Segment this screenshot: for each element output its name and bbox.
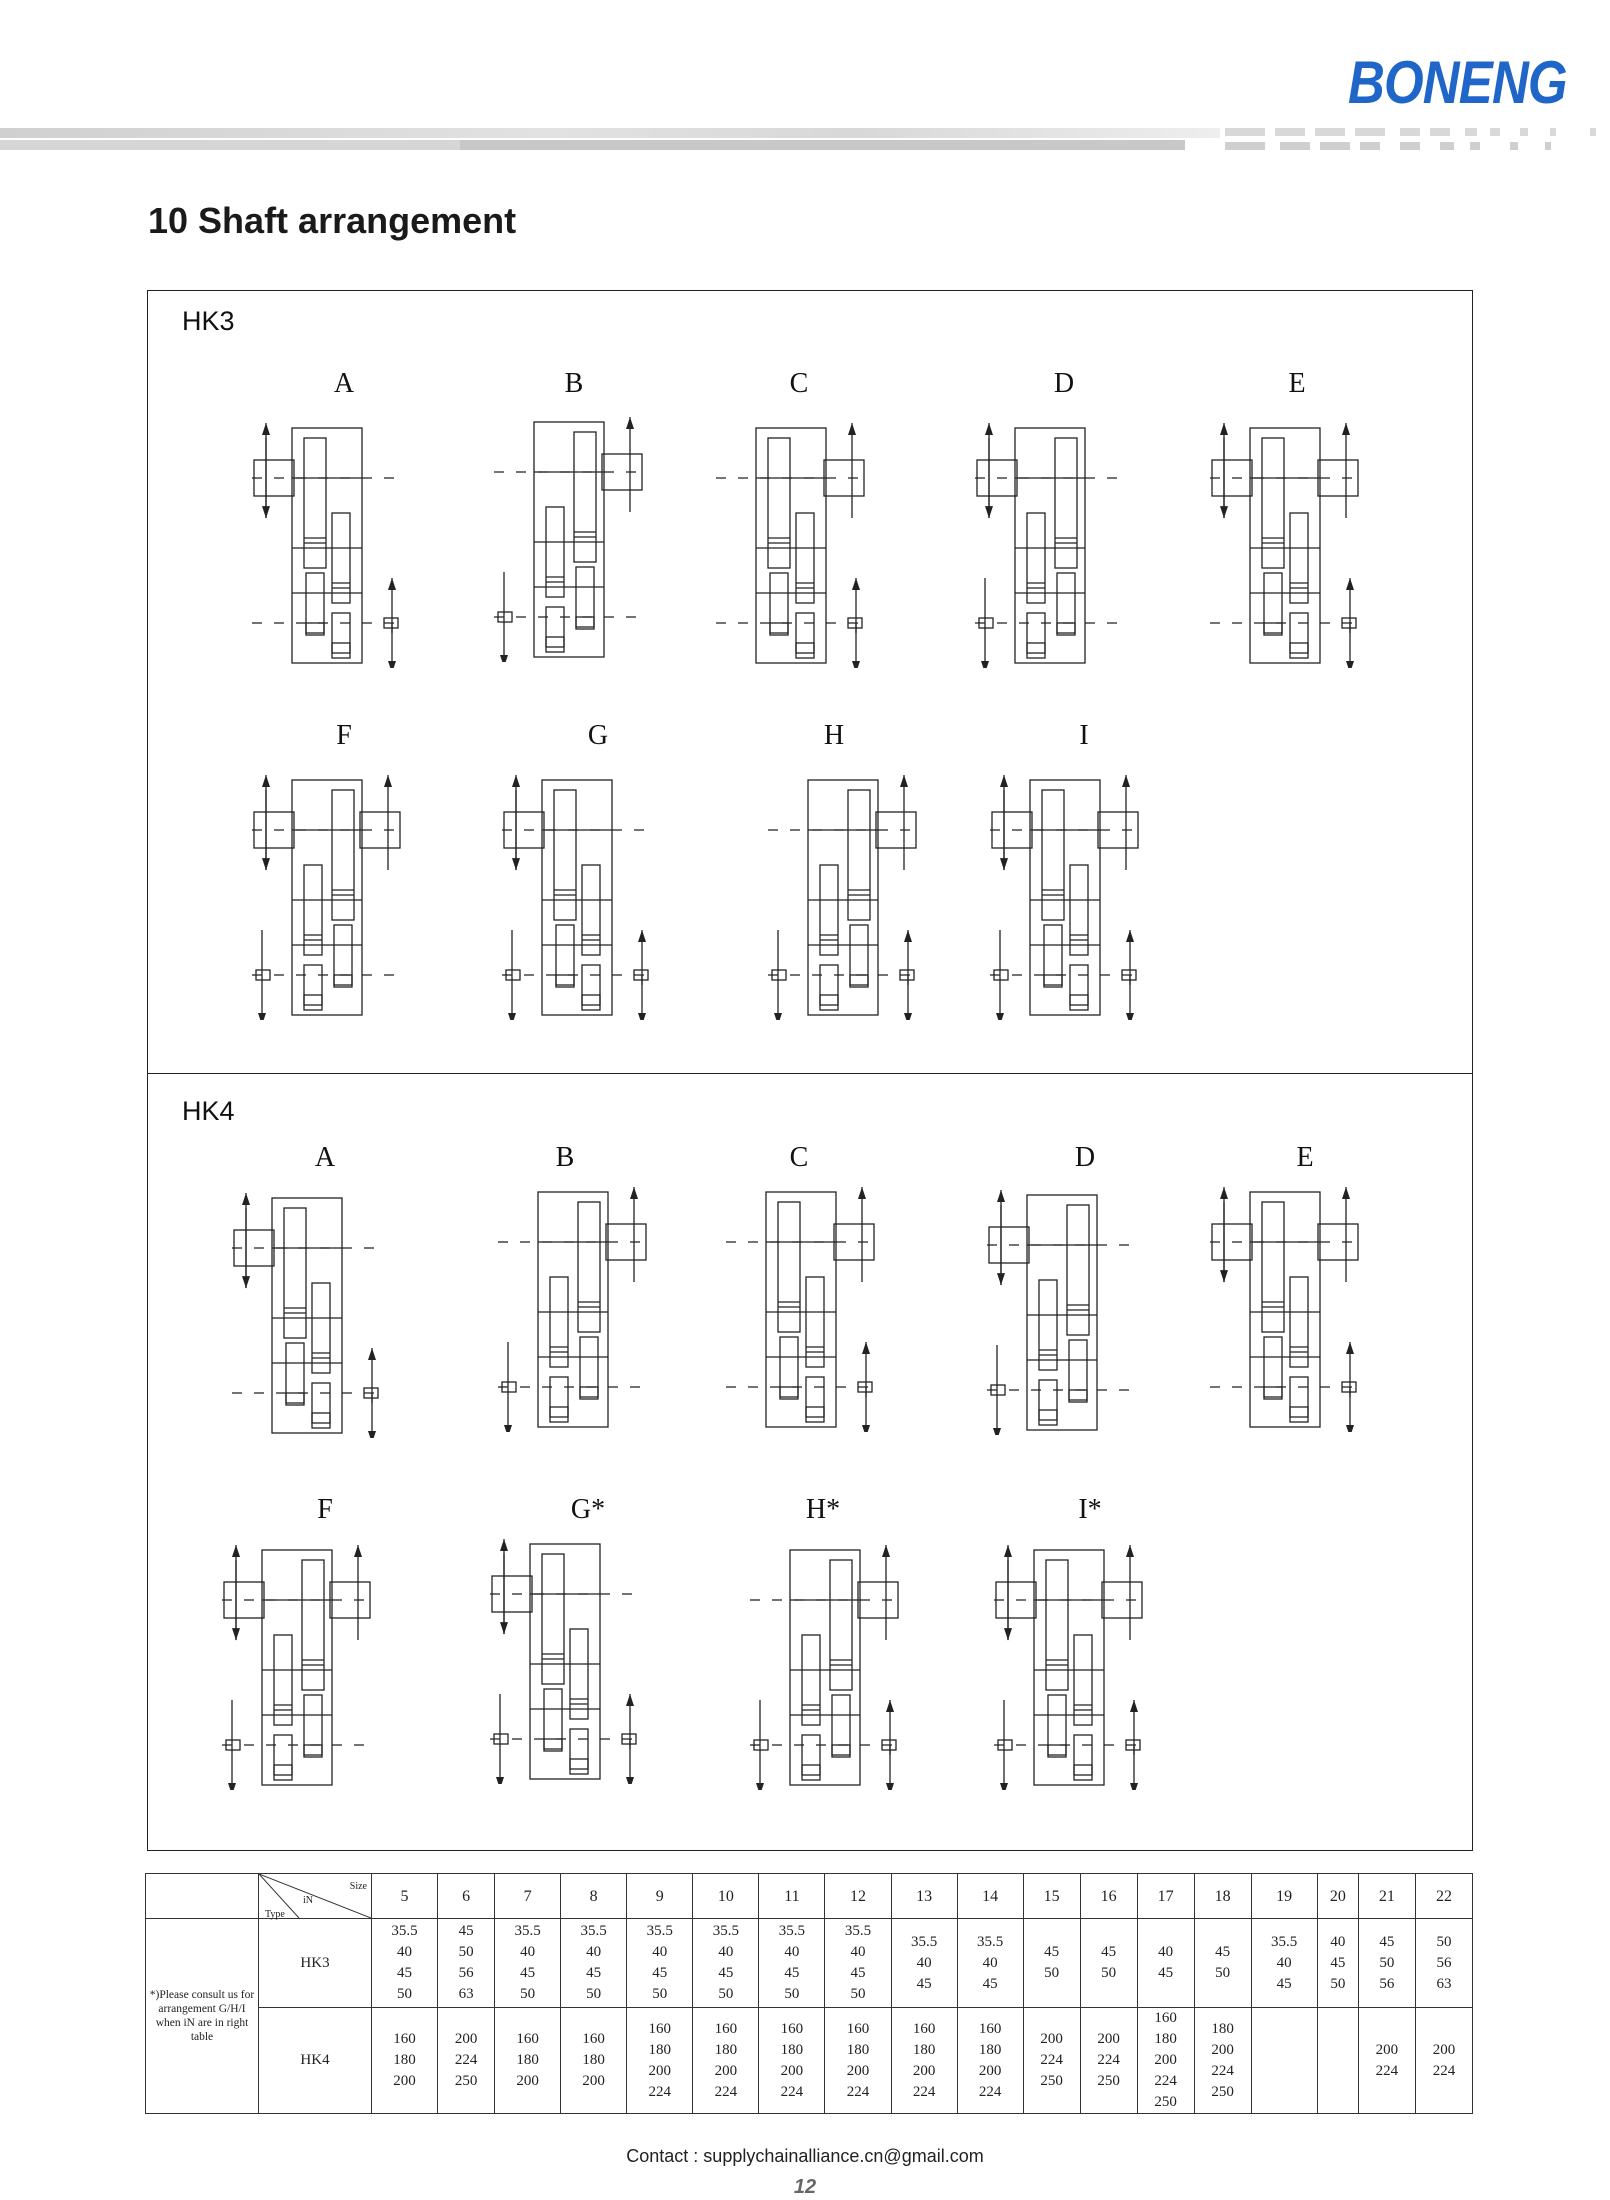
gear-unit-diagram (975, 418, 1125, 668)
gear-unit-diagram (252, 770, 402, 1020)
ratio-value: 45 (586, 1965, 602, 1981)
corner-in-label: iN (303, 1895, 313, 1906)
gear-unit-diagram (1210, 418, 1360, 668)
ratio-value: 200 (978, 2062, 1002, 2079)
size-header-cell: 18 (1194, 1874, 1251, 1919)
ratio-cell (825, 1919, 891, 2008)
ratio-value: 250 (1154, 2094, 1177, 2110)
ratio-value: 45 (1276, 1975, 1292, 1992)
ratio-value: 50 (1379, 1954, 1395, 1971)
ratio-value: 50 (397, 1986, 413, 2002)
ratio-value: 56 (1379, 1975, 1395, 1992)
ratio-cell (627, 1919, 693, 2008)
size-header-cell: 13 (891, 1874, 957, 1919)
ratio-value: 224 (978, 2083, 1002, 2100)
ratio-value: 45 (1101, 1944, 1117, 1960)
ratio-table (145, 1873, 1473, 2114)
ratio-value: 224 (846, 2083, 870, 2100)
ratio-value: 35.5 (712, 1923, 739, 1939)
ratio-cell (1194, 1919, 1251, 2008)
table-row (146, 2008, 1473, 2114)
ratio-value: 180 (714, 2041, 738, 2058)
ratio-value: 180 (582, 2052, 605, 2068)
ratio-value: 200 (714, 2062, 738, 2079)
ratio-value: 40 (586, 1944, 602, 1960)
ratio-cell (891, 1919, 957, 2008)
ratio-value: 45 (784, 1965, 800, 1981)
ratio-cell (1080, 1919, 1137, 2008)
ratio-cell (1358, 2008, 1415, 2114)
ratio-cell (1023, 2008, 1080, 2114)
size-header-cell: 7 (495, 1874, 561, 1919)
note-cell: *)Please consult us for arrangement G/H/I when iN are in right table (146, 1919, 259, 2114)
size-header-cell: 6 (438, 1874, 495, 1919)
ratio-cell (1137, 1919, 1194, 2008)
gear-unit-diagram (498, 1182, 648, 1432)
ratio-value: 200 (454, 2031, 478, 2047)
ratio-value: 35.5 (646, 1923, 673, 1939)
corner-type-label: Type (265, 1909, 285, 1920)
ratio-value: 50 (586, 1986, 602, 2002)
ratio-value: 250 (1040, 2073, 1063, 2089)
ratio-value: 45 (458, 1923, 474, 1939)
ratio-value: 40 (784, 1944, 800, 1960)
ratio-value: 45 (1379, 1933, 1395, 1950)
ratio-value: 224 (1040, 2052, 1063, 2068)
ratio-value: 200 (846, 2062, 870, 2079)
ratio-value: 56 (458, 1965, 474, 1981)
ratio-value: 224 (912, 2083, 936, 2100)
gear-unit-diagram (490, 1534, 640, 1784)
ratio-cell (1317, 2008, 1358, 2114)
ratio-value: 50 (1436, 1933, 1452, 1950)
ratio-cell (759, 1919, 825, 2008)
ratio-value: 224 (1375, 2062, 1399, 2079)
ratio-cell (1358, 1919, 1415, 2008)
gear-unit-diagram (750, 1540, 900, 1790)
ratio-value: 224 (780, 2083, 804, 2100)
ratio-value: 40 (850, 1944, 866, 1960)
gear-unit-diagram (990, 770, 1140, 1020)
ratio-cell (438, 2008, 495, 2114)
ratio-value: 56 (1436, 1954, 1452, 1971)
size-header-cell: 5 (372, 1874, 438, 1919)
ratio-cell (561, 1919, 627, 2008)
ratio-cell (438, 1919, 495, 2008)
gear-unit-diagram (222, 1540, 372, 1790)
ratio-value: 200 (648, 2062, 671, 2079)
size-header-cell: 10 (693, 1874, 759, 1919)
ratio-cell (759, 2008, 825, 2114)
ratio-value: 180 (780, 2041, 804, 2058)
size-header-cell: 19 (1251, 1874, 1317, 1919)
hk4-diagram-label: F (317, 1494, 333, 1525)
size-header-cell: 21 (1358, 1874, 1415, 1919)
corner-cell (259, 1874, 372, 1919)
ratio-value: 40 (397, 1944, 413, 1960)
ratio-value: 180 (1154, 2031, 1177, 2047)
hk3-label: HK3 (182, 306, 235, 336)
ratio-value: 200 (1154, 2052, 1177, 2068)
ratio-value: 224 (1097, 2052, 1120, 2068)
note-header-cell (146, 1874, 259, 1919)
ratio-value: 50 (520, 1986, 536, 2002)
ratio-value: 50 (718, 1986, 734, 2002)
type-cell: HK4 (259, 2008, 372, 2114)
ratio-value: 35.5 (391, 1923, 418, 1939)
ratio-value: 200 (1097, 2031, 1120, 2047)
ratio-value: 45 (397, 1965, 413, 1981)
ratio-value: 45 (520, 1965, 536, 1981)
hk3-diagram-label: H (823, 720, 845, 751)
ratio-value: 160 (648, 2020, 671, 2037)
hk3-diagram-label: B (564, 368, 584, 399)
ratio-value: 35.5 (514, 1923, 541, 1939)
ratio-value: 45 (1044, 1944, 1060, 1960)
size-header-cell: 12 (825, 1874, 891, 1919)
ratio-value: 50 (1101, 1965, 1117, 1981)
ratio-value: 45 (982, 1975, 998, 1992)
ratio-value: 40 (982, 1954, 998, 1971)
ratio-value: 35.5 (977, 1933, 1004, 1950)
ratio-cell (495, 2008, 561, 2114)
ratio-value: 35.5 (778, 1923, 806, 1939)
ratio-value: 40 (1158, 1944, 1174, 1960)
ratio-value: 200 (582, 2073, 605, 2089)
hk4-diagram-label: B (555, 1142, 575, 1173)
size-header-cell: 17 (1137, 1874, 1194, 1919)
hk4-diagram-label: C (789, 1142, 809, 1173)
ratio-value: 45 (916, 1975, 932, 1992)
ratio-value: 35.5 (1271, 1933, 1298, 1950)
gear-unit-diagram (726, 1182, 876, 1432)
ratio-value: 35.5 (580, 1923, 607, 1939)
ratio-value: 45 (1158, 1965, 1174, 1981)
gear-unit-diagram (232, 1188, 382, 1438)
hk4-diagram-label: A (314, 1142, 336, 1173)
ratio-value: 200 (1375, 2041, 1399, 2058)
ratio-cell (561, 2008, 627, 2114)
hk4-diagram-label: H* (805, 1494, 841, 1525)
size-header-cell: 14 (957, 1874, 1023, 1919)
ratio-value: 50 (652, 1986, 668, 2002)
ratio-value: 40 (718, 1944, 734, 1960)
ratio-value: 40 (520, 1944, 536, 1960)
ratio-value: 250 (454, 2073, 478, 2089)
ratio-value: 50 (1215, 1965, 1231, 1981)
ratio-value: 40 (1276, 1954, 1292, 1971)
page-title: 10 Shaft arrangement (148, 200, 517, 241)
table-row (146, 1919, 1473, 2008)
gear-unit-diagram (716, 418, 866, 668)
ratio-value: 160 (1154, 2010, 1177, 2026)
ratio-value: 160 (978, 2020, 1002, 2037)
ratio-value: 200 (516, 2073, 539, 2089)
ratio-value: 45 (718, 1965, 734, 1981)
hk3-diagram-label: F (336, 720, 352, 751)
size-header-cell: 9 (627, 1874, 693, 1919)
ratio-value: 50 (850, 1986, 866, 2002)
ratio-value: 35.5 (844, 1923, 872, 1939)
ratio-value: 45 (1330, 1954, 1346, 1971)
ratio-value: 200 (912, 2062, 936, 2079)
ratio-value: 200 (1211, 2041, 1234, 2058)
size-header-cell: 22 (1415, 1874, 1472, 1919)
size-header-cell: 11 (759, 1874, 825, 1919)
ratio-cell (1194, 2008, 1251, 2114)
ratio-value: 180 (1211, 2020, 1234, 2037)
ratio-cell (1137, 2008, 1194, 2114)
gear-unit-diagram (502, 770, 652, 1020)
ratio-value: 45 (850, 1965, 866, 1981)
ratio-cell (1023, 1919, 1080, 2008)
ratio-cell (957, 2008, 1023, 2114)
ratio-value: 40 (652, 1944, 668, 1960)
hk3-diagram-label: G (587, 720, 609, 751)
ratio-cell (693, 1919, 759, 2008)
ratio-value: 224 (648, 2083, 671, 2100)
ratio-value: 160 (846, 2020, 870, 2037)
ratio-value: 180 (978, 2041, 1002, 2058)
ratio-value: 40 (916, 1954, 932, 1971)
ratio-value: 50 (784, 1986, 800, 2002)
ratio-value: 250 (1097, 2073, 1120, 2089)
hk4-diagram-label: D (1074, 1142, 1096, 1173)
type-cell: HK3 (259, 1919, 372, 2008)
ratio-value: 224 (1432, 2062, 1456, 2079)
hk3-diagram-label: C (789, 368, 809, 399)
ratio-cell (627, 2008, 693, 2114)
ratio-value: 50 (458, 1944, 474, 1960)
hk4-diagram-label: I* (1078, 1494, 1102, 1525)
ratio-value: 160 (516, 2031, 539, 2047)
ratio-value: 180 (516, 2052, 539, 2068)
ratio-value: 224 (1211, 2062, 1234, 2079)
gear-unit-diagram (768, 770, 918, 1020)
ratio-value: 200 (1040, 2031, 1063, 2047)
ratio-cell (891, 2008, 957, 2114)
ratio-value: 50 (1044, 1965, 1060, 1981)
ratio-cell (825, 2008, 891, 2114)
ratio-value: 160 (582, 2031, 605, 2047)
ratio-value: 63 (458, 1986, 474, 2002)
ratio-cell (957, 1919, 1023, 2008)
ratio-value: 180 (648, 2041, 671, 2058)
hk4-diagram-label: G* (570, 1494, 606, 1525)
ratio-cell (1415, 2008, 1472, 2114)
size-header-cell: 20 (1317, 1874, 1358, 1919)
ratio-value: 200 (780, 2062, 804, 2079)
gear-unit-diagram (1210, 1182, 1360, 1432)
ratio-value: 40 (1330, 1933, 1346, 1950)
ratio-value: 180 (846, 2041, 870, 2058)
hk3-diagram-label: E (1288, 368, 1306, 399)
header-stripes (0, 122, 1610, 162)
ratio-cell (1415, 1919, 1472, 2008)
ratio-cell (1080, 2008, 1137, 2114)
hk4-label: HK4 (182, 1096, 235, 1126)
corner-size-label: Size (349, 1881, 367, 1892)
ratio-value: 180 (393, 2052, 416, 2068)
ratio-cell (1251, 1919, 1317, 2008)
gear-unit-diagram (994, 1540, 1144, 1790)
hk3-diagram-label: A (333, 368, 355, 399)
ratio-value: 160 (912, 2020, 936, 2037)
ratio-value: 50 (1330, 1975, 1346, 1992)
ratio-value: 45 (1215, 1944, 1231, 1960)
ratio-value: 224 (714, 2083, 738, 2100)
ratio-value: 160 (714, 2020, 738, 2037)
ratio-cell (1317, 1919, 1358, 2008)
gear-unit-diagram (494, 412, 644, 662)
ratio-value: 200 (393, 2073, 416, 2089)
ratio-cell (372, 1919, 438, 2008)
ratio-cell (372, 2008, 438, 2114)
size-header-cell: 16 (1080, 1874, 1137, 1919)
ratio-cell (693, 2008, 759, 2114)
ratio-value: 250 (1211, 2083, 1234, 2100)
gear-unit-diagram (252, 418, 402, 668)
hk3-diagram-label: I (1079, 720, 1089, 751)
ratio-value: 224 (1154, 2073, 1177, 2089)
brand-logo: BONENG (1348, 49, 1567, 116)
page-number: 12 (793, 2176, 817, 2198)
size-header-cell: 15 (1023, 1874, 1080, 1919)
gear-unit-diagram (987, 1185, 1137, 1435)
ratio-value: 63 (1436, 1975, 1452, 1992)
ratio-value: 35.5 (910, 1933, 938, 1950)
ratio-cell (1251, 2008, 1317, 2114)
hk3-diagram-label: D (1053, 368, 1075, 399)
size-header-cell: 8 (561, 1874, 627, 1919)
ratio-value: 160 (780, 2020, 804, 2037)
ratio-value: 200 (1432, 2041, 1456, 2058)
hk4-diagram-label: E (1296, 1142, 1314, 1173)
contact-text: Contact : supplychainalliance.cn@gmail.com (626, 2146, 984, 2166)
ratio-cell (495, 1919, 561, 2008)
ratio-value: 45 (652, 1965, 668, 1981)
ratio-value: 160 (393, 2031, 416, 2047)
ratio-value: 180 (912, 2041, 936, 2058)
ratio-value: 224 (454, 2052, 478, 2068)
